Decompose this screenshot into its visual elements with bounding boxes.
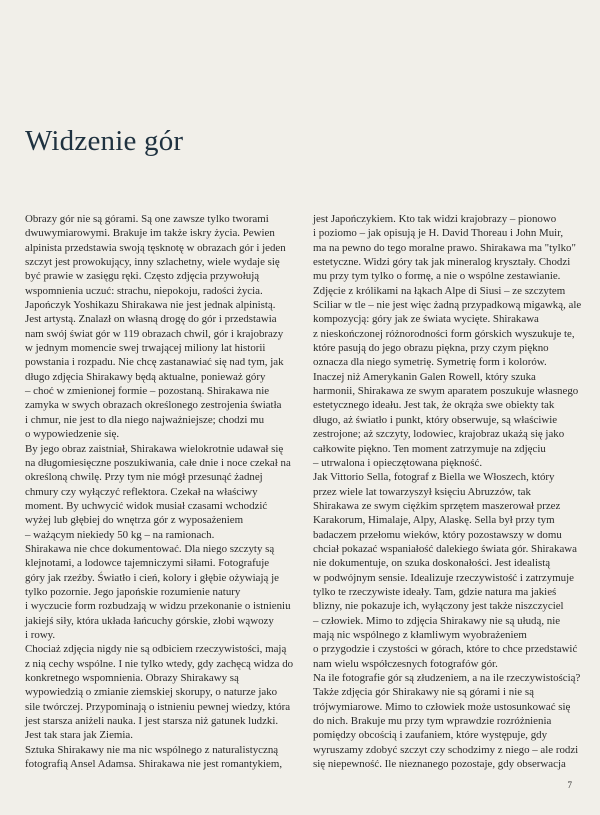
text-line: zamyka w swych obrazach określonego zestrojenia światła <box>25 399 282 412</box>
text-line: z nieskończonej różnorodności form górskich wyszukuje te, <box>313 327 575 340</box>
text-line: By jego obraz zaistniał, Shirakawa wielokrotnie udawał się <box>25 442 284 455</box>
text-line: sile twórczej. Przypominają o istnieniu pewnej wiedzy, która <box>25 700 291 713</box>
page-number: 7 <box>567 780 572 790</box>
text-line: jest starsza aniżeli nauka. I jest starsza niż gatunek ludzki. <box>25 715 279 728</box>
text-line: w podwójnym sensie. Idealizuje rzeczywistość i zatrzymuje <box>313 571 574 584</box>
text-line: zestrojone; aż szczyty, lodowiec, krajobraz ukażą się jako <box>313 428 565 441</box>
text-line: i rowy. <box>25 628 56 641</box>
text-line: Jak Vittorio Sella, fotograf z Biella we Włoszech, który <box>313 471 555 484</box>
text-line: w jednym momencie swej trwającej miliony lat historii <box>25 342 266 355</box>
text-line: nam wielu współczesnych fotografów gór. <box>313 657 498 670</box>
text-line: Sztuka Shirakawy nie ma nic wspólnego z naturalistyczną <box>25 743 279 756</box>
text-line: Inaczej niż Amerykanin Galen Rowell, który szuka <box>313 370 536 383</box>
text-line: i poziomo – jak opisują je H. David Thoreau i John Muir, <box>313 227 564 240</box>
text-line: powstania i rozpadu. Nie chcę zastanawiać się nad tym, jak <box>25 356 284 369</box>
text-line: długo, aż światło i punkt, który obserwuje, są właściwie <box>313 413 558 426</box>
text-line: blizny, nie pokazuje ich, wyłączony jest także niszczyciel <box>313 600 564 613</box>
text-line: fotografią Ansel Adamsa. Shirakawa nie jest romantykiem, <box>25 758 283 771</box>
text-line: moment. By uchwycić widok musiał czasami wchodzić <box>25 499 268 512</box>
text-line: z nią cechy wspólne. I nie tylko wtedy, gdy zachęcą widza do <box>25 657 294 670</box>
text-line: harmonii, Shirakawa ze swym aparatem poszukuje własnego <box>313 385 579 398</box>
chapter-title: Widzenie gór <box>25 125 184 157</box>
text-line: Shirakawa ze swym ciężkim sprzętem maszerował przez <box>313 499 561 512</box>
text-line: przez wiele lat towarzyszył księciu Abruzzów, tak <box>313 485 531 498</box>
text-line: Shirakawa nie chce dokumentować. Dla niego szczyty są <box>25 542 275 555</box>
text-line: Sciliar w tle – nie jest więc żadną przypadkową migawką, ale <box>313 299 582 312</box>
text-line: Japończyk Yoshikazu Shirakawa nie jest jednak alpinistą. <box>25 299 276 312</box>
text-line: na długomiesięczne poszukiwania, całe dnie i noce czekał na <box>25 456 291 469</box>
text-line: konkretnego wspomnienia. Obrazy Shirakawy są <box>25 672 239 684</box>
text-line: jest Japończykiem. Kto tak widzi krajobrazy – pionowo <box>313 213 557 225</box>
text-line: chmury czy wyłączyć reflektora. Czekał na właściwy <box>25 485 258 498</box>
text-line: o wypowiedzenie się. <box>25 428 120 441</box>
text-line: ma na pewno do tego moralne prawo. Shirakawa ma "tylko" <box>313 241 576 254</box>
text-line: – choć w zmienionej formie – pozostaną. Shirakawa nie <box>25 385 270 398</box>
text-line: o przygodzie i czystości w górach, które to chce przedstawić <box>313 643 578 656</box>
text-line: wspomnienia uczuć: strachu, niepokoju, radości życia. <box>25 284 263 297</box>
text-line: alpinista przedstawia swoją tęsknotę w obrazach gór i jeden <box>25 241 286 254</box>
text-line: mają nic wspólnego z kłamliwym wyobrażeniem <box>313 628 527 641</box>
text-line: wyruszamy zdobyć szczyt czy schodzimy z niego – ale rodzi <box>313 743 579 756</box>
text-line: jakiejś siły, która układa łańcuchy górskie, złobi wąwozy <box>25 614 274 627</box>
text-line: określoną chwilę. Przy tym nie mógł przesunąć żadnej <box>25 471 263 484</box>
text-line: być prawie w zasięgu ręki. Często zdjęcia przywołują <box>25 270 260 283</box>
text-line: i wyczucie form rozbudzają w widzu przekonanie o istnieniu <box>25 600 291 613</box>
text-line: nam swój świat gór w 119 obrazach chwil, gór i krajobrazy <box>25 327 284 340</box>
text-line: kompozycją: góry jak ze świata wycięte. Shirakawa <box>313 313 539 326</box>
text-line: pomiędzy obcością i zaufaniem, które występuje, gdy <box>313 729 548 742</box>
text-line: Chociaż zdjęcia nigdy nie są odbiciem rzeczywistości, mają <box>25 643 287 656</box>
text-line: nie dokumentuje, on szuka doskonałości. Jest idealistą <box>313 557 551 570</box>
text-line: Zdjęcie z królikami na łąkach Alpe di Siusi – ze szczytem <box>313 284 566 297</box>
text-line: do nich. Brakuje mu przy tym wprawdzie rozróżnienia <box>313 715 552 728</box>
text-line: wypowiedzią o zmianie ziemskiej skorupy, o naturze jako <box>25 686 278 699</box>
text-line: estetycznego ideału. Jest tak, że okrąża swe obiekty tak <box>313 399 555 412</box>
left-text-column <box>25 212 295 771</box>
text-line: Także zdjęcia gór Shirakawy nie są górami i nie są <box>313 686 534 699</box>
text-line: góry jak rzeźby. Światło i cień, kolory i głębie ożywiają je <box>25 571 279 584</box>
text-line: klejnotami, a lodowce tajemniczymi siłami. Fotografuje <box>25 557 270 570</box>
text-line: Jest artystą. Znalazł on własną drogę do gór i przedstawia <box>25 313 277 326</box>
text-line: Jest tak stara jak Ziemia. <box>25 729 133 742</box>
text-line: Karakorum, Himalaje, Alpy, Alaskę. Sella był przy tym <box>313 514 555 527</box>
text-line: trójwymiarowe. Mimo to człowiek może ustosunkować się <box>313 700 571 713</box>
text-line: tylko te rzeczywiste ideały. Tam, gdzie natura ma jakieś <box>313 585 557 598</box>
text-line: – utrwalona i opieczętowana piękność. <box>313 456 483 469</box>
text-line: estetyczne. Widzi góry tak jak mineralog kryształy. Chodzi <box>313 256 571 269</box>
text-line: – człowiek. Mimo to zdjęcia Shirakawy nie są ułudą, nie <box>313 614 561 627</box>
text-line: badaczem przełomu wieków, który pozostawszy w domu <box>313 528 562 541</box>
text-line: chciał pokazać wspaniałość dalekiego świata gór. Shirakawa <box>313 542 577 555</box>
text-line: całkowite piękno. Ten moment zatrzymuje na zdjęciu <box>313 442 546 455</box>
text-line: – ważącym niekiedy 50 kg – na ramionach. <box>25 528 215 541</box>
text-line: Na ile fotografie gór są złudzeniem, a na ile rzeczywistością? <box>313 672 581 684</box>
text-line: oznacza dla niego symetrię. Symetrię form i kolorów. <box>313 356 547 369</box>
text-line: mu przy tym tylko o formę, a nie o wspólne zestawianie. <box>313 270 561 283</box>
text-line: i chmur, nie jest to dla niego najważniejsze; chodzi mu <box>25 413 265 426</box>
text-line: długo zdjęcia Shirakawy będą aktualne, ponieważ góry <box>25 370 266 383</box>
text-line: tylko pozornie. Jego japońskie rozumienie natury <box>25 585 241 598</box>
text-line: się niepewność. Ile nieznanego pozostaje, gdy obserwacja <box>313 758 566 771</box>
text-line: Obrazy gór nie są górami. Są one zawsze tylko tworami <box>25 213 269 225</box>
text-line: wyżej lub głębiej do wnętrza gór z wyposażeniem <box>25 514 244 527</box>
text-line: które pasują do jego obrazu piękna, przy czym piękno <box>313 342 549 355</box>
right-text-column <box>313 212 581 771</box>
text-line: szczyt jest prowokujący, inny szlachetny, wiele wydaje się <box>25 256 280 269</box>
text-line: dwuwymiarowymi. Brakuje im także iskry życia. Pewien <box>25 227 275 240</box>
